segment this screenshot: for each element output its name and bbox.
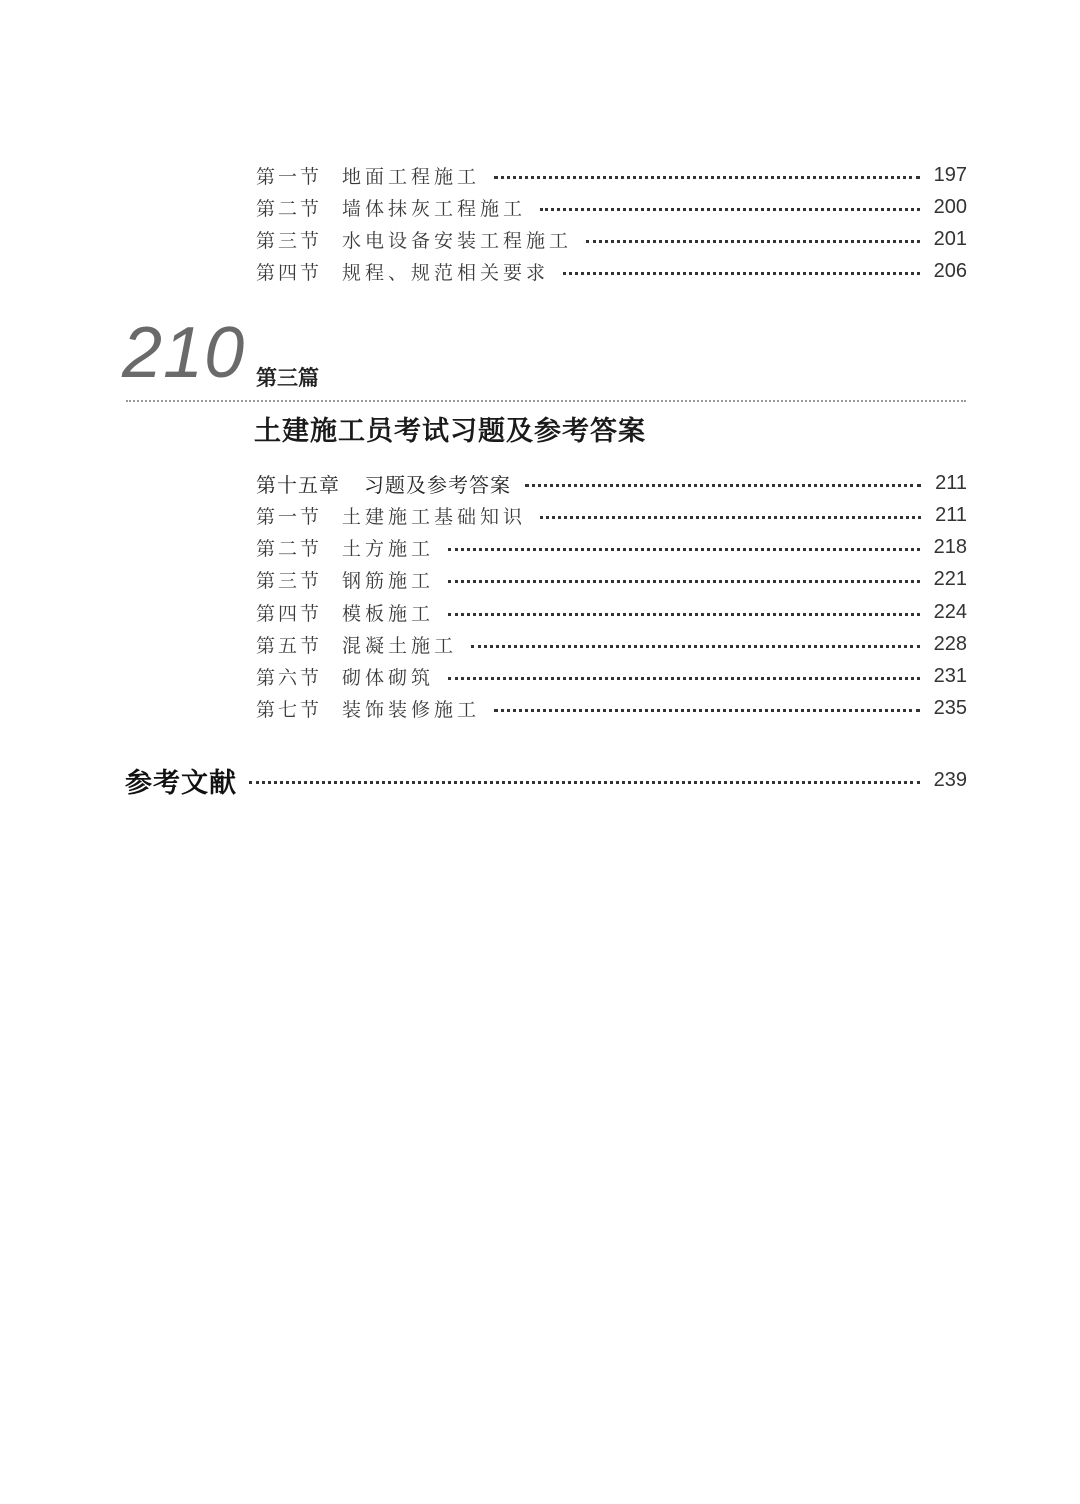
toc-entry[interactable]	[256, 564, 967, 594]
toc-entry[interactable]	[256, 224, 967, 254]
section-title: 钢筋施工	[342, 569, 435, 592]
page-number: 201	[933, 227, 967, 250]
section-number: 第五节	[256, 634, 323, 657]
chapter-number: 第十五章	[256, 472, 340, 497]
dot-leader	[494, 176, 920, 179]
references-title: 参考文献	[125, 767, 237, 799]
page-number: 218	[933, 535, 967, 558]
page-number: 221	[933, 567, 967, 590]
toc-entry[interactable]	[256, 597, 967, 627]
part-title[interactable]: 土建施工员考试习题及参考答案	[254, 416, 646, 447]
dot-leader	[540, 208, 920, 211]
section-title: 水电设备安装工程施工	[342, 229, 573, 252]
section-title: 砌体砌筑	[342, 666, 435, 689]
toc-entry[interactable]	[256, 629, 967, 659]
page-number: 197	[933, 163, 967, 186]
dot-leader	[563, 272, 920, 275]
section-number: 第三节	[256, 569, 323, 592]
dot-leader	[586, 240, 920, 243]
section-title: 土建施工基础知识	[342, 505, 527, 528]
dot-leader	[525, 484, 921, 487]
section-title: 地面工程施工	[342, 165, 481, 188]
page-number: 211	[935, 471, 967, 494]
page-number: 211	[935, 503, 967, 526]
part-divider	[126, 400, 966, 402]
section-number: 第二节	[256, 197, 323, 220]
page-number: 228	[933, 632, 967, 655]
page-number: 200	[933, 195, 967, 218]
part-page-number: 210	[122, 313, 246, 393]
section-number: 第六节	[256, 666, 323, 689]
section-title: 装饰装修施工	[342, 698, 481, 721]
dot-leader	[448, 677, 920, 680]
dot-leader	[494, 709, 920, 712]
page-number: 224	[933, 600, 967, 623]
dot-leader	[471, 645, 920, 648]
toc-entry[interactable]	[256, 500, 967, 530]
section-title: 规程、规范相关要求	[342, 261, 550, 284]
toc-entry[interactable]	[256, 160, 967, 190]
page-number: 235	[933, 696, 967, 719]
toc-entry[interactable]	[256, 693, 967, 723]
section-number: 第一节	[256, 165, 323, 188]
toc-entry[interactable]	[256, 192, 967, 222]
toc-entry[interactable]	[256, 256, 967, 286]
dot-leader	[448, 580, 920, 583]
section-title: 墙体抹灰工程施工	[342, 197, 527, 220]
part-label: 第三篇	[256, 366, 319, 390]
dot-leader	[448, 613, 920, 616]
dot-leader	[249, 781, 920, 784]
toc-entry[interactable]	[256, 532, 967, 562]
section-title: 模板施工	[342, 602, 435, 625]
section-number: 第四节	[256, 602, 323, 625]
section-number: 第一节	[256, 505, 323, 528]
toc-references-entry[interactable]	[125, 763, 967, 797]
section-number: 第四节	[256, 261, 323, 284]
page-number: 239	[933, 768, 967, 791]
dot-leader	[448, 548, 920, 551]
toc-entry[interactable]	[256, 661, 967, 691]
section-number: 第二节	[256, 537, 323, 560]
page-number: 206	[933, 259, 967, 282]
chapter-title: 习题及参考答案	[364, 472, 511, 497]
dot-leader	[540, 516, 921, 519]
section-title: 混凝土施工	[342, 634, 458, 657]
section-number: 第七节	[256, 698, 323, 721]
section-title: 土方施工	[342, 537, 435, 560]
section-number: 第三节	[256, 229, 323, 252]
page-number: 231	[933, 664, 967, 687]
toc-chapter-entry[interactable]	[256, 468, 967, 498]
